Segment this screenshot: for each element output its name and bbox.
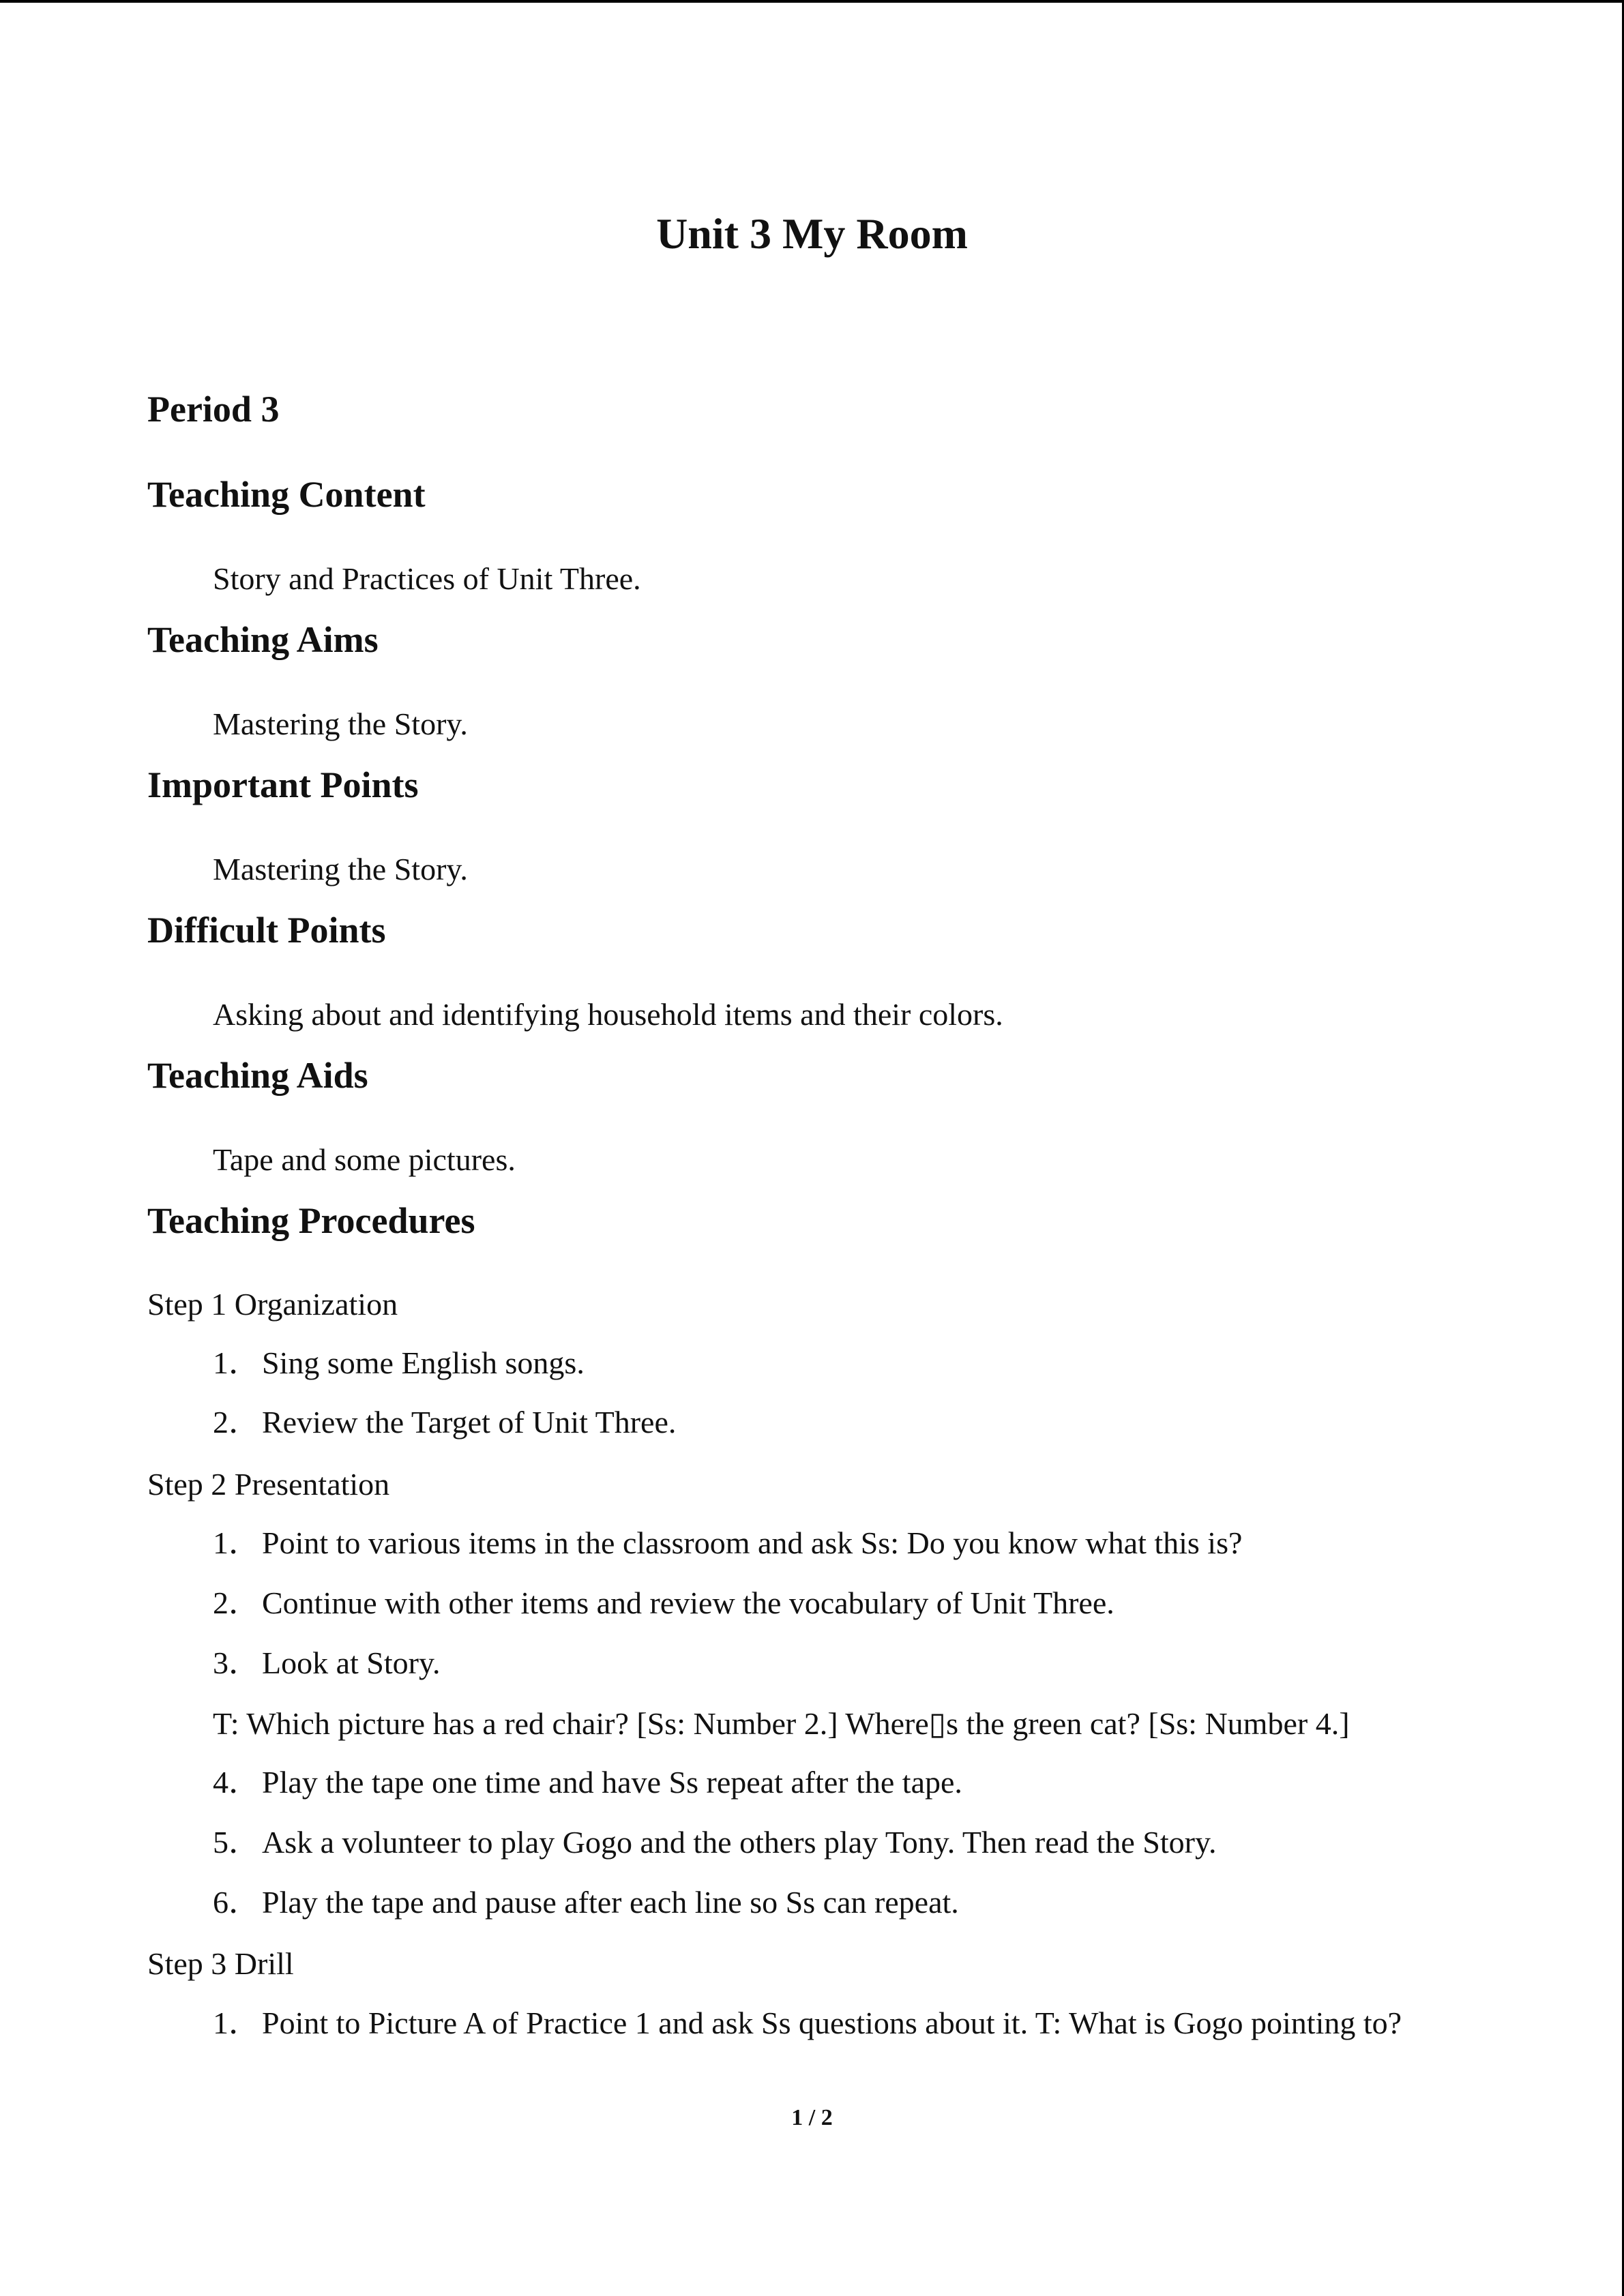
list-number: 3． (213, 1645, 260, 1680)
list-text: Review the Target of Unit Three. (262, 1405, 677, 1440)
list-number: 1． (213, 2006, 260, 2040)
list-text: Ask a volunteer to play Gogo and the others play Tony. Then read the Story. (262, 1825, 1217, 1860)
list-item (213, 1883, 959, 1922)
document-title: Unit 3 My Room (656, 209, 968, 258)
important-points-text: Mastering the Story. (213, 852, 468, 886)
list-item (213, 1403, 676, 1442)
list-text: Sing some English songs. (262, 1345, 585, 1380)
teaching-content-text: Story and Practices of Unit Three. (213, 561, 641, 596)
list-item (213, 1644, 441, 1682)
period-heading: Period 3 (147, 389, 280, 430)
teaching-aids-text: Tape and some pictures. (213, 1142, 516, 1177)
list-number: 2． (213, 1405, 260, 1440)
list-number: 2． (213, 1585, 260, 1620)
list-item (213, 1823, 1216, 1862)
list-number: 6． (213, 1885, 260, 1920)
list-text: Continue with other items and review the vocabulary of Unit Three. (262, 1585, 1114, 1620)
teaching-aids-heading: Teaching Aids (147, 1055, 368, 1096)
page-indicator: 1 / 2 (791, 2105, 833, 2130)
list-item (213, 1524, 1242, 1562)
list-text: Look at Story. (262, 1645, 441, 1680)
list-item (213, 1763, 962, 1802)
difficult-points-text: Asking about and identifying household items and their colors. (213, 997, 1003, 1032)
list-text: Play the tape and pause after each line so Ss can repeat. (262, 1885, 959, 1920)
teaching-aims-text: Mastering the Story. (213, 706, 468, 741)
list-text: Play the tape one time and have Ss repeat after the tape. (262, 1765, 962, 1800)
list-text: Point to various items in the classroom and ask Ss: Do you know what this is? (262, 1525, 1243, 1560)
list-item (213, 2004, 1402, 2042)
list-text: Point to Picture A of Practice 1 and ask Ss questions about it. T: What is Gogo pointing to? (262, 2006, 1402, 2040)
list-number: 5． (213, 1825, 260, 1860)
dialogue-line: T: Which picture has a red chair? [Ss: Number 2.] Where▯s the green cat? [Ss: Number 4.] (213, 1706, 1350, 1741)
list-item (213, 1584, 1114, 1622)
important-points-heading: Important Points (147, 764, 419, 805)
teaching-content-heading: Teaching Content (147, 474, 426, 515)
teaching-procedures-heading: Teaching Procedures (147, 1200, 475, 1241)
list-number: 1． (213, 1525, 260, 1560)
list-number: 4． (213, 1765, 260, 1800)
step2-label: Step 2 Presentation (147, 1467, 390, 1502)
step3-label: Step 3 Drill (147, 1946, 294, 1981)
step1-label: Step 1 Organization (147, 1287, 398, 1322)
difficult-points-heading: Difficult Points (147, 910, 386, 951)
list-number: 1． (213, 1345, 260, 1380)
list-item (213, 1344, 585, 1382)
teaching-aims-heading: Teaching Aims (147, 619, 379, 660)
